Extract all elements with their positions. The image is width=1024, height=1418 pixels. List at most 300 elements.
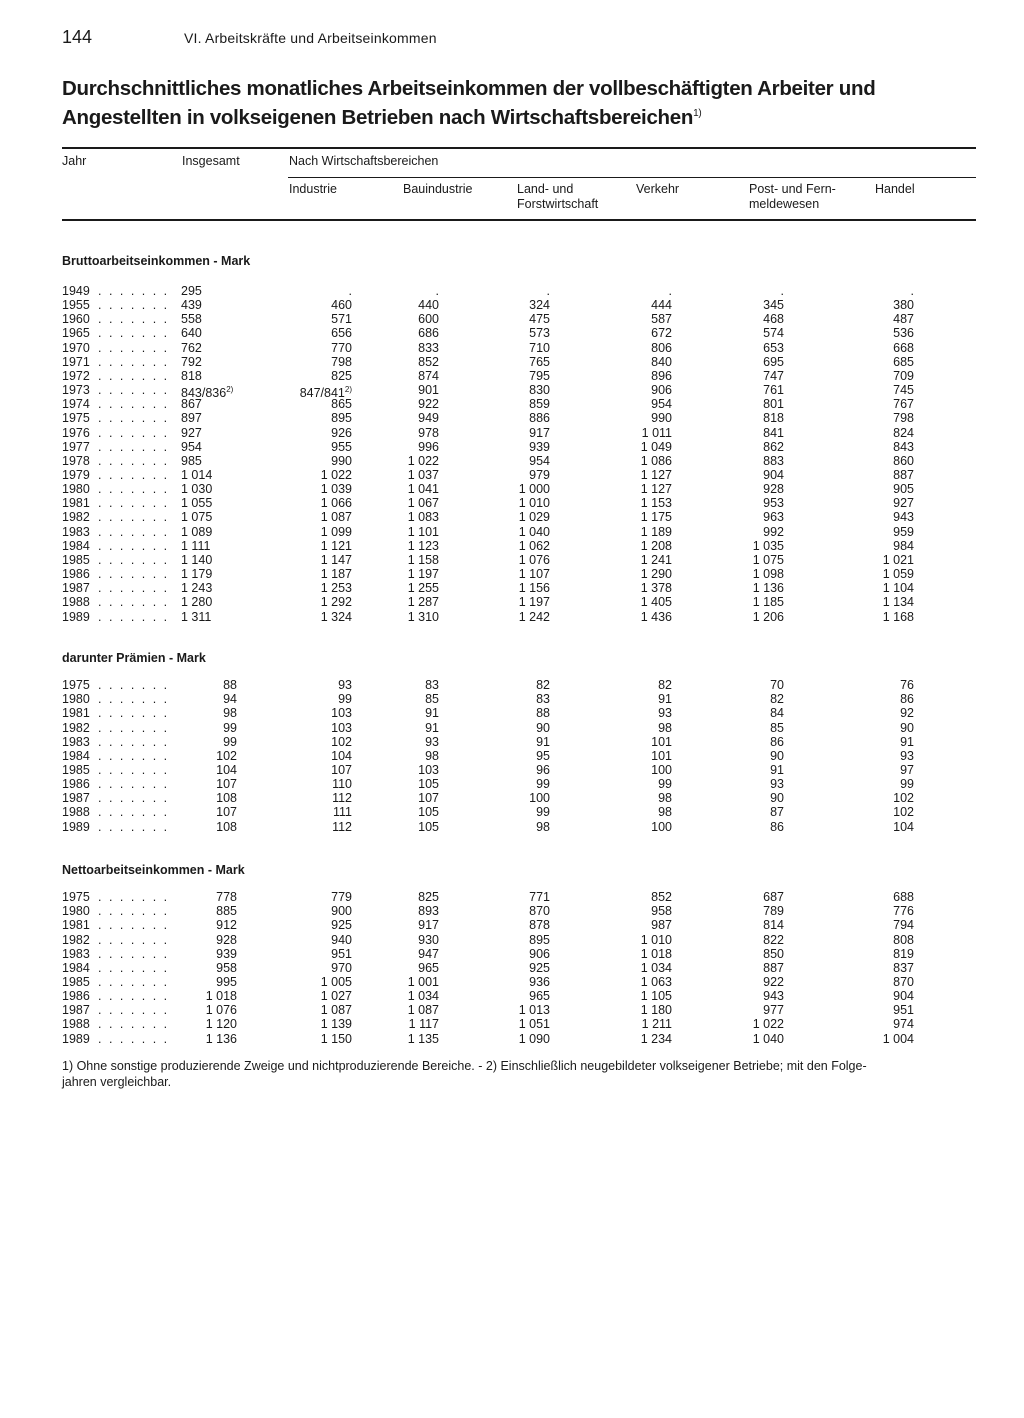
leader-dots: . . . . . . . (98, 805, 170, 820)
col-head-land-line-2: Forstwirtschaft (517, 197, 599, 211)
row-value (352, 678, 439, 692)
row-value (822, 383, 914, 397)
row-value-text: 939 (529, 439, 550, 454)
row-value-text: 100 (651, 762, 672, 777)
row-value (822, 581, 914, 595)
row-value-text: 110 (332, 777, 352, 791)
table-row (62, 735, 922, 749)
footnote-line-2: jahren vergleichbar. (62, 1075, 172, 1089)
row-value (262, 975, 352, 989)
row-value (262, 581, 352, 595)
row-value-text: 1 011 (641, 425, 672, 440)
row-value-text: 1 087 (320, 510, 352, 525)
row-value (822, 411, 914, 425)
row-value-text: 776 (893, 904, 914, 919)
row-year: 1980 (62, 692, 90, 707)
row-value-text: 1 030 (181, 482, 213, 497)
row-value-text: 1 087 (320, 1003, 352, 1018)
row-value-text: 1 021 (882, 552, 914, 567)
row-value (572, 553, 672, 567)
row-value (572, 890, 672, 904)
row-value-text: 1 120 (205, 1017, 237, 1032)
row-value (692, 468, 784, 482)
row-value-text: 954 (651, 397, 672, 412)
row-value-text: 1 150 (320, 1031, 352, 1046)
row-value-text: 761 (763, 383, 784, 398)
row-value-text: 930 (418, 932, 439, 947)
row-value-text: 1 179 (181, 567, 213, 581)
row-value-text: 1 147 (320, 552, 352, 567)
row-value (462, 482, 550, 496)
row-value (572, 312, 672, 326)
row-value (262, 749, 352, 763)
row-value (262, 777, 352, 791)
row-value (462, 721, 550, 735)
col-head-verkehr: Verkehr (636, 182, 680, 196)
table-row (62, 975, 922, 989)
table-row (62, 482, 922, 496)
row-value (822, 595, 914, 609)
row-value-text: 801 (763, 397, 784, 412)
row-year: 1985 (62, 552, 90, 567)
group-heading-rule (288, 177, 976, 178)
row-value-text: 1 040 (518, 524, 550, 539)
row-value (462, 355, 550, 369)
row-value-text: 1 243 (181, 581, 213, 596)
row-value-text: 955 (331, 439, 352, 454)
row-value (822, 805, 914, 819)
row-value-text: 951 (331, 946, 352, 961)
row-value (462, 539, 550, 553)
row-value (692, 482, 784, 496)
col-head-insgesamt: Insgesamt (182, 154, 240, 168)
row-value (352, 805, 439, 819)
row-value-text: 107 (216, 805, 237, 820)
row-value-text: 943 (893, 510, 914, 525)
row-value (352, 777, 439, 791)
row-year: 1989 (62, 819, 90, 834)
row-year: 1983 (62, 524, 90, 539)
row-value (572, 468, 672, 482)
row-value-text: 1 014 (181, 468, 213, 482)
row-value-text: 1 049 (640, 439, 672, 454)
row-value (822, 961, 914, 975)
row-value (142, 904, 237, 918)
row-value (822, 610, 914, 624)
row-value-text: 1 185 (752, 595, 784, 610)
row-value-text: 444 (651, 298, 672, 313)
row-year: 1965 (62, 326, 90, 341)
footnote-line-1: 1) Ohne sonstige produzierende Zweige und nichtproduzierende Bereiche. - 2) Einschließlich neugebildeter volkseigener Betriebe; mit den Folge- (62, 1059, 867, 1073)
row-value-text: 927 (181, 425, 202, 440)
row-value-text: 1 140 (181, 552, 213, 567)
row-value-text: 850 (763, 946, 784, 961)
row-value-text: 1 121 (320, 538, 352, 553)
row-value-text: 345 (763, 298, 784, 313)
row-value (352, 496, 439, 510)
leader-dots: . . . . . . . (98, 720, 170, 735)
row-value-text: 1 098 (752, 567, 784, 581)
row-value (352, 567, 439, 581)
row-value-text: 96 (536, 762, 550, 777)
row-value-text: 295 (181, 284, 202, 298)
row-value-text: 99 (338, 692, 352, 707)
row-value-text: 1 010 (518, 496, 550, 511)
row-value-text: 825 (331, 368, 352, 383)
row-value-text: 1 101 (407, 524, 439, 539)
section-label-praemien: darunter Prämien - Mark (62, 651, 206, 665)
row-value (142, 975, 237, 989)
row-value (352, 397, 439, 411)
leader-dots: . . . . . . . (98, 468, 170, 482)
row-value-text: 1 063 (640, 974, 672, 989)
row-value-text: 1 076 (205, 1003, 237, 1018)
leader-dots: . . . . . . . (98, 791, 170, 806)
row-value-text: 951 (893, 1003, 914, 1018)
table-row (62, 610, 922, 624)
row-value (352, 468, 439, 482)
row-year: 1955 (62, 298, 90, 313)
row-value-text: 985 (181, 453, 202, 468)
row-value-text: 936 (529, 974, 550, 989)
row-value-text: 1 104 (882, 581, 914, 596)
row-value (692, 440, 784, 454)
row-value-text: 88 (536, 706, 550, 721)
row-value-text: 818 (181, 368, 202, 383)
row-value (572, 749, 672, 763)
row-value (352, 510, 439, 524)
row-value (352, 933, 439, 947)
row-value-text: 85 (425, 692, 439, 707)
row-value (352, 411, 439, 425)
row-value-text: 98 (658, 805, 672, 820)
row-value (822, 510, 914, 524)
section-label-netto: Nettoarbeitseinkommen - Mark (62, 863, 245, 877)
running-title: VI. Arbeitskräfte und Arbeitseinkommen (184, 30, 437, 46)
row-value-text: 806 (651, 340, 672, 355)
row-value (262, 820, 352, 834)
row-value (462, 805, 550, 819)
leader-dots: . . . . . . . (98, 312, 170, 327)
row-value (262, 525, 352, 539)
row-value (262, 567, 352, 581)
row-value-text: 1 022 (752, 1017, 784, 1032)
row-value (572, 595, 672, 609)
row-value-text: 833 (418, 340, 439, 355)
row-value (462, 341, 550, 355)
row-value (572, 933, 672, 947)
leader-dots: . . . . . . . (98, 284, 170, 298)
row-value-text: 1 066 (320, 496, 352, 511)
row-value (692, 581, 784, 595)
row-value (692, 298, 784, 312)
row-value (822, 525, 914, 539)
row-value (692, 383, 784, 397)
row-value (692, 975, 784, 989)
leader-dots: . . . . . . . (98, 748, 170, 763)
leader-dots: . . . . . . . (98, 989, 170, 1003)
row-value-text: 1 022 (407, 453, 439, 468)
row-year: 1985 (62, 974, 90, 989)
row-value (462, 706, 550, 720)
row-value-text: 93 (900, 748, 914, 763)
row-value (262, 411, 352, 425)
row-value (352, 298, 439, 312)
row-value (142, 706, 237, 720)
row-value-text: 86 (770, 734, 784, 749)
row-value-text: 104 (216, 762, 237, 777)
row-value-text: 808 (893, 932, 914, 947)
row-value-text: 70 (770, 678, 784, 692)
row-value (692, 1003, 784, 1017)
row-value (462, 820, 550, 834)
row-value (822, 890, 914, 904)
row-year: 1972 (62, 368, 90, 383)
table-row (62, 525, 922, 539)
row-value (262, 692, 352, 706)
row-value-text: 1 037 (407, 468, 439, 482)
row-value-text: 1 255 (407, 581, 439, 596)
row-value-text: 925 (529, 960, 550, 975)
row-value (462, 678, 550, 692)
row-value-text: 687 (763, 890, 784, 904)
row-value (462, 496, 550, 510)
table-row (62, 749, 922, 763)
row-year: 1981 (62, 496, 90, 511)
table-row (62, 397, 922, 411)
table-row (62, 763, 922, 777)
row-value (572, 763, 672, 777)
table-row (62, 706, 922, 720)
row-value (262, 791, 352, 805)
row-value-text: 1 206 (752, 609, 784, 624)
row-value-text: 1 253 (320, 581, 352, 596)
row-year: 1989 (62, 1031, 90, 1046)
row-value-text: 927 (893, 496, 914, 511)
row-value-text: 1 083 (407, 510, 439, 525)
leader-dots: . . . . . . . (98, 595, 170, 610)
row-value-text: 571 (331, 312, 352, 327)
row-value (142, 777, 237, 791)
row-value (822, 1032, 914, 1046)
row-value-text: 91 (900, 734, 914, 749)
row-value (262, 426, 352, 440)
row-value-text: 1 134 (882, 595, 914, 610)
row-value-text: 992 (763, 524, 784, 539)
row-value-text: 822 (763, 932, 784, 947)
row-value (352, 525, 439, 539)
row-value-text: 1 034 (407, 989, 439, 1003)
row-value-text: 574 (763, 326, 784, 341)
table-row (62, 933, 922, 947)
row-value-text: 99 (223, 734, 237, 749)
section-label-brutto: Bruttoarbeitseinkommen - Mark (62, 254, 251, 268)
row-value-text: 1 041 (407, 482, 439, 497)
table-row (62, 454, 922, 468)
row-value (352, 326, 439, 340)
row-value-text: 103 (331, 720, 352, 735)
row-value (142, 721, 237, 735)
row-value-text: 99 (536, 805, 550, 820)
row-value (262, 553, 352, 567)
row-value (142, 961, 237, 975)
row-value (822, 692, 914, 706)
row-value-text: 1 086 (640, 453, 672, 468)
row-value-text: 1 127 (640, 468, 672, 482)
row-value (572, 326, 672, 340)
row-value (462, 312, 550, 326)
row-value-text: 102 (331, 734, 352, 749)
row-value-text: 1 158 (407, 552, 439, 567)
row-value-text: 926 (331, 425, 352, 440)
leader-dots: . . . . . . . (98, 706, 170, 721)
row-value-text: 974 (893, 1017, 914, 1032)
row-value (572, 496, 672, 510)
row-value (572, 383, 672, 397)
row-value-text: 91 (425, 706, 439, 721)
table-row (62, 918, 922, 932)
leader-dots: . . . . . . . (98, 777, 170, 791)
leader-dots: . . . . . . . (98, 326, 170, 341)
row-value-text: 1 027 (320, 989, 352, 1003)
row-year: 1982 (62, 720, 90, 735)
row-value (692, 312, 784, 326)
row-value-text: . (435, 284, 439, 298)
row-value-text: 819 (893, 946, 914, 961)
row-value-text: 695 (763, 354, 784, 369)
row-value-text: 825 (418, 890, 439, 904)
row-value-text: 771 (529, 890, 550, 904)
table-row (62, 553, 922, 567)
row-value (352, 1032, 439, 1046)
table-row (62, 369, 922, 383)
row-value-text: 905 (893, 482, 914, 497)
row-value-text: 893 (418, 904, 439, 919)
row-value-text: 1 089 (181, 524, 213, 539)
row-value (692, 397, 784, 411)
row-value-text: 83 (425, 678, 439, 692)
table-row (62, 341, 922, 355)
row-value (462, 933, 550, 947)
row-value (352, 721, 439, 735)
row-value-text: 94 (223, 692, 237, 707)
row-value (142, 678, 237, 692)
row-value-text: 1 324 (320, 609, 352, 624)
row-value (822, 933, 914, 947)
row-value-text: 93 (770, 777, 784, 791)
row-value-text: 887 (893, 468, 914, 482)
col-head-land-line-1: Land- und (517, 182, 574, 196)
row-value-text: 558 (181, 312, 202, 327)
row-value (262, 1017, 352, 1031)
row-value (462, 791, 550, 805)
row-value (262, 595, 352, 609)
row-value-text: 1 187 (320, 567, 352, 581)
row-value-text: 82 (658, 678, 672, 692)
row-value (692, 692, 784, 706)
row-value (352, 355, 439, 369)
row-year: 1981 (62, 918, 90, 933)
row-value (822, 791, 914, 805)
row-value-text: . (348, 284, 352, 298)
row-value (462, 383, 550, 397)
row-value-text: 1 242 (518, 609, 550, 624)
row-value-text: 765 (529, 354, 550, 369)
table-row (62, 355, 922, 369)
leader-dots: . . . . . . . (98, 734, 170, 749)
row-value (822, 975, 914, 989)
row-value-text: 995 (216, 974, 237, 989)
row-year: 1977 (62, 439, 90, 454)
row-value (822, 567, 914, 581)
row-value (822, 298, 914, 312)
row-value-text: 917 (418, 918, 439, 933)
row-value (352, 904, 439, 918)
row-value-text: 1 034 (640, 960, 672, 975)
row-value-text: 870 (529, 904, 550, 919)
row-value-text: 1 405 (640, 595, 672, 610)
row-value (692, 777, 784, 791)
row-value-text: 90 (900, 720, 914, 735)
row-value (262, 947, 352, 961)
row-value-text: 487 (893, 312, 914, 327)
row-value (462, 1032, 550, 1046)
row-value-text: 996 (418, 439, 439, 454)
row-year: 1986 (62, 567, 90, 581)
row-value (572, 805, 672, 819)
row-value-text: 1 018 (205, 989, 237, 1003)
row-value (142, 805, 237, 819)
row-value (142, 735, 237, 749)
row-value-text: 1 311 (181, 609, 212, 624)
leader-dots: . . . . . . . (98, 974, 170, 989)
row-value (352, 595, 439, 609)
col-head-post (749, 182, 836, 212)
table-row (62, 1032, 922, 1046)
row-value-text: 100 (529, 791, 550, 806)
row-value-text: 88 (223, 678, 237, 692)
row-value (822, 735, 914, 749)
row-value-text: 1 436 (640, 609, 672, 624)
row-value (692, 735, 784, 749)
table-header-bottom-rule (62, 219, 976, 221)
table-row (62, 510, 922, 524)
row-value-text: 984 (893, 538, 914, 553)
row-value (692, 411, 784, 425)
leader-dots: . . . . . . . (98, 819, 170, 834)
row-value-text: 904 (763, 468, 784, 482)
row-value-text: 98 (223, 706, 237, 721)
row-value-text: 1 000 (518, 482, 550, 497)
row-value-text: 954 (529, 453, 550, 468)
row-value (692, 918, 784, 932)
leader-dots: . . . . . . . (98, 298, 170, 313)
row-value-text: 1 197 (407, 567, 439, 581)
row-value (692, 749, 784, 763)
leader-dots: . . . . . . . (98, 552, 170, 567)
row-value-text: 380 (893, 298, 914, 313)
row-value (692, 567, 784, 581)
row-value-text: 1 280 (181, 595, 213, 610)
row-value-text: 770 (331, 340, 352, 355)
row-value-text: 103 (331, 706, 352, 721)
row-value-text: 958 (216, 960, 237, 975)
row-value (462, 947, 550, 961)
page-header (62, 27, 982, 49)
row-value-text: 87 (770, 805, 784, 820)
row-value-text: 747 (763, 368, 784, 383)
row-value (262, 918, 352, 932)
